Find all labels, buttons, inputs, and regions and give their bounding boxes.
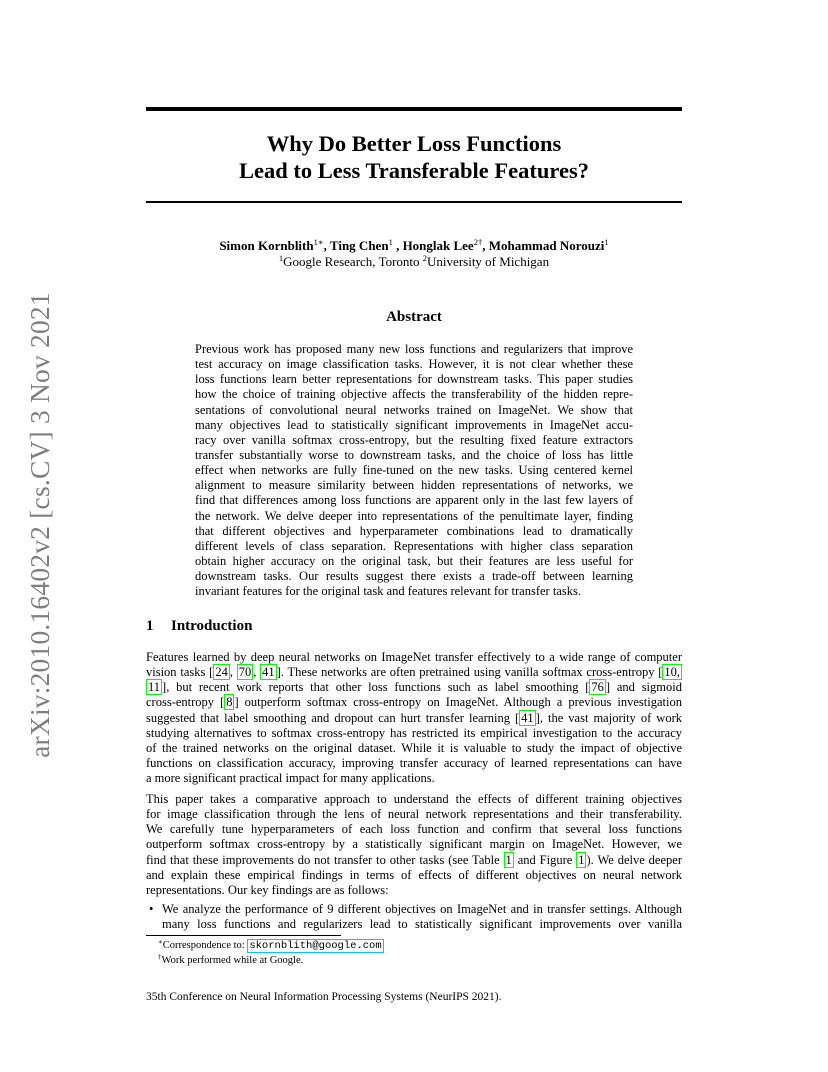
text-span: suggested that label smoothing and dropout can hurt transfer learning <box>146 710 515 725</box>
author-2-mark: 1 <box>388 237 393 247</box>
paragraph-line: of the trained networks on the original dataset. While it is valuable to study the impact of objective <box>146 740 682 755</box>
affiliation-2-mark: 2 <box>422 253 428 263</box>
author-3-mark: 2† <box>473 237 483 247</box>
paragraph-line: studying alternatives to softmax cross-entropy has restricted its empirical investigation to the accuracy <box>146 725 682 740</box>
bullet-line: We analyze the performance of 9 different objectives on ImageNet and in transfer settings. Although <box>162 902 682 916</box>
author-4: Mohammad Norouzi <box>488 238 605 253</box>
author-4-mark: 1 <box>604 237 609 247</box>
author-2: Ting Chen <box>329 238 389 253</box>
abstract-line: transfer substantially worse to downstream tasks, and the choice of loss has little <box>195 447 633 462</box>
section-heading <box>146 618 252 635</box>
abstract-line: obtain higher accuracy on the original task, but their features are less useful for <box>195 553 633 568</box>
text-span: ). We delve deeper <box>586 852 682 867</box>
bullet-text <box>162 902 682 932</box>
paragraph-line: representations. Our key findings are as follows: <box>146 882 389 897</box>
title-line-2: Lead to Less Transferable Features? <box>239 158 589 183</box>
section-number: 1 <box>146 618 154 634</box>
abstract-line: many objectives lead to statistically significant improvements in ImageNet accu- <box>195 417 633 432</box>
paragraph-line <box>146 853 682 868</box>
conference-note: 35th Conference on Neural Information Processing Systems (NeurIPS 2021). <box>146 991 502 1003</box>
citation-link[interactable]: 10, <box>664 665 681 680</box>
abstract-line: that different objectives and hyperparameter combinations lead to dramatically <box>195 523 633 538</box>
paragraph-line: for image classification through the lens of neural network representations and their transferability. <box>146 807 682 822</box>
affiliation-2: University of Michigan <box>427 254 550 269</box>
citation-link[interactable]: 76 <box>591 680 604 695</box>
footnote-affiliation <box>158 955 303 966</box>
citation-link[interactable]: 11 <box>148 680 161 695</box>
footnote-2-text: Work performed while at Google. <box>161 955 304 966</box>
text-span: cross-entropy <box>146 695 221 710</box>
footnote-1-text: Correspondence to: <box>162 940 248 951</box>
affiliation-1: Google Research, Toronto <box>283 254 423 269</box>
citation-link[interactable]: 41 <box>262 665 275 680</box>
abstract-line: different levels of class separation. Representations with higher class separation <box>195 538 633 553</box>
footnote-2-mark: † <box>158 953 162 961</box>
arxiv-identifier: arXiv:2010.16402v2 [cs.CV] 3 Nov 2021 <box>24 292 55 758</box>
citation-link[interactable]: 24 <box>215 665 228 680</box>
title-bottom-rule <box>146 201 682 203</box>
text-span: , but recent work reports that other loss functions such as label smoothing <box>166 680 586 695</box>
author-3: Honglak Lee <box>402 238 474 253</box>
paragraph-line: outperform softmax cross-entropy by a statistically significant margin on ImageNet. However, we <box>146 837 682 852</box>
author-1-mark: 1∗ <box>313 237 324 247</box>
abstract-line: downstream tasks. Our results suggest there exists a trade-off between learning <box>195 569 633 584</box>
paragraph-line: vision tasks [ 24 , 70 , 41 ]. These networks are often pretrained using vanilla softmax cross-entropy [ 10, <box>146 665 681 680</box>
abstract-line: sentations of convolutional neural networks trained on ImageNet. We show that <box>195 402 633 417</box>
citation-link[interactable]: 8 <box>226 695 233 710</box>
paragraph-line: 11 ], but recent work reports that other loss functions such as label smoothing [ 76 ] and sigmoid <box>148 680 682 695</box>
abstract-line: test accuracy on image classification tasks. However, it is not clear whether these <box>195 357 633 372</box>
abstract-body <box>195 342 633 599</box>
intro-paragraph-2 <box>146 792 682 898</box>
affiliation-1-mark: 1 <box>278 253 284 263</box>
title-line-1: Why Do Better Loss Functions <box>266 131 562 156</box>
text-span: vision tasks <box>146 665 210 680</box>
abstract-heading: Abstract <box>386 309 442 325</box>
paragraph-line: suggested that label smoothing and dropout can hurt transfer learning [ 41 ], the vast majority of work <box>146 710 682 725</box>
text-span: find that these improvements do not transfer to other tasks (see Table <box>146 852 504 867</box>
findings-bullet <box>146 902 682 932</box>
paragraph-line: a more significant practical impact for many applications. <box>146 771 435 786</box>
text-span: and sigmoid <box>610 680 682 695</box>
abstract-line: racy over vanilla softmax cross-entropy, but the resulting fixed feature extractors <box>195 432 633 447</box>
figure-reference-link[interactable]: 1 <box>578 852 585 867</box>
citation-link[interactable]: 41 <box>521 710 534 725</box>
bullet-marker: • <box>149 902 154 916</box>
footnote-correspondence <box>158 940 384 952</box>
paragraph-line: This paper takes a comparative approach to understand the effects of different training objectives <box>146 792 682 806</box>
footnote-1-mark: ∗ <box>158 938 163 946</box>
table-reference-link[interactable]: 1 <box>505 852 512 867</box>
abstract-line: the network. We delve deeper into representations of the penultimate layer, finding <box>195 508 633 523</box>
abstract-line: how the choice of training objective affects the transferability of the hidden repre- <box>195 387 633 402</box>
paragraph-line: We carefully tune hyperparameters of each loss function and confirm that several loss functions <box>146 822 682 837</box>
title-top-rule <box>146 107 682 111</box>
intro-paragraph-1 <box>146 650 682 786</box>
abstract-line: effect when networks are fully fine-tuned on the new tasks. Using centered kernel <box>195 463 633 478</box>
text-span: , the vast majority of work <box>539 710 682 725</box>
bullet-line: many loss functions and regularizers lead to statistically significant improvements over vanilla <box>162 917 682 932</box>
paragraph-line: Features learned by deep neural networks on ImageNet transfer effectively to a wide range of computer <box>146 650 682 664</box>
author-block <box>146 238 682 270</box>
arxiv-stamp <box>20 290 60 760</box>
abstract-line: invariant features for the original task and features relevant for transfer tasks. <box>195 584 581 599</box>
affiliations <box>146 254 682 270</box>
abstract-line: loss functions learn better representations for downstream tasks. This paper studies <box>195 372 633 387</box>
email-link[interactable]: skornblith@google.com <box>249 940 382 952</box>
citation-link[interactable]: 70 <box>238 665 252 680</box>
footnote-rule <box>146 935 341 936</box>
text-span: and Figure <box>513 852 577 867</box>
abstract-line: Previous work has proposed many new loss functions and regularizers that improve <box>195 342 633 356</box>
text-span: outperform softmax cross-entropy on ImageNet. Although a previous investigation <box>238 695 682 710</box>
paragraph-line: and explain these empirical findings in terms of effects of different objectives on neural network <box>146 867 682 882</box>
abstract-line: find that differences among loss functions are apparent only in the last few layers of <box>195 493 633 508</box>
section-title: Introduction <box>171 618 253 634</box>
text-span: . These networks are often pretrained using vanilla softmax cross-entropy <box>280 665 659 680</box>
paragraph-line: cross-entropy [ 8 ] outperform softmax cross-entropy on ImageNet. Although a previous investigation <box>146 695 682 710</box>
abstract-line: alignment to measure similarity between hidden representations of networks, we <box>195 478 633 493</box>
paragraph-line: functions on classification accuracy, improving transfer accuracy of learned representations can have <box>146 755 682 770</box>
author-names: Simon Kornblith$^{1∗}$, Ting Chen$^1$ , Honglak Lee$^{2\dagger}$, Mohammad Norouzi$^1$ <box>219 237 609 253</box>
paper-title <box>146 130 682 184</box>
author-1: Simon Kornblith <box>219 238 314 253</box>
